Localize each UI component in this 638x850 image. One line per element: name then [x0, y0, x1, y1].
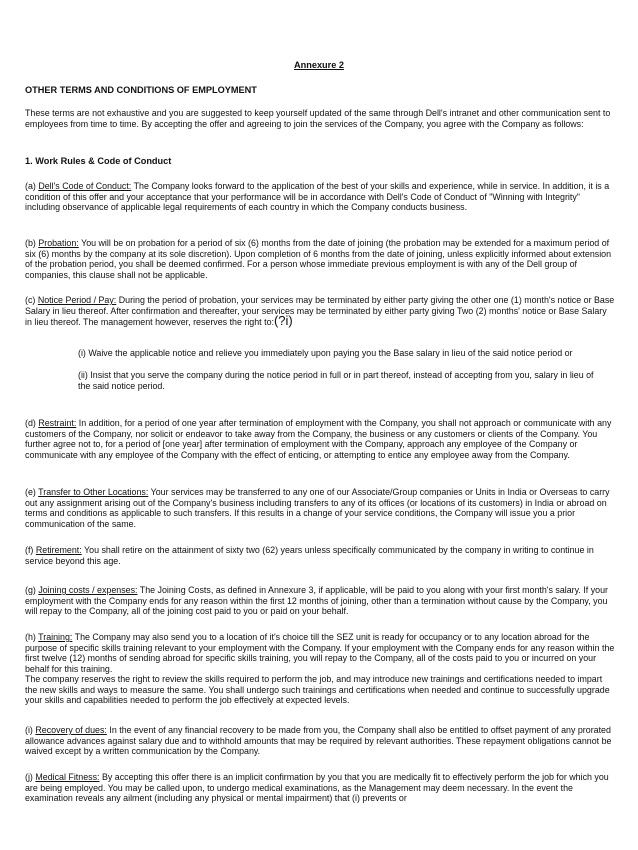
clause-prefix: (i): [25, 725, 36, 735]
clause-label: Retirement:: [35, 545, 82, 555]
clause-label: Dell's Code of Conduct:: [38, 181, 132, 191]
clause-a-code-of-conduct: [25, 181, 615, 213]
clause-text: You will be on probation for a period of six (6) months from the date of joining (the probation may be extended for a maximum period of six (6) months by the company at its sole discretion). Upon completion of 6 months from the date of joining, unless explicitly informed about extension of the probation period, you shall be deemed confirmed. For a person whose immediate previous employment is with any of the Dell group of companies, this clause shall not be applicable.: [25, 238, 612, 280]
clause-j-medical-fitness: [25, 772, 615, 804]
clause-g-joining-costs: [25, 585, 615, 617]
clause-label: Notice Period / Pay:: [37, 295, 117, 305]
annexure-heading: Annexure 2: [293, 60, 345, 70]
clause-prefix: (f): [25, 545, 36, 555]
clause-c-option-i: (i) Waive the applicable notice and relieve you immediately upon paying you the Base salary in lieu of the said notice period or: [78, 348, 573, 358]
clause-h-training: [25, 632, 615, 706]
clause-label: Probation:: [38, 238, 79, 248]
clause-label: Restraint:: [38, 418, 77, 428]
clause-text: The Company looks forward to the application of the best of your skills and experience, while in service. In addition, it is a condition of this offer and your acceptance that your performance will be in accordance with Dell's Code of Conduct of "Winning with Integrity" including observance of applicable legal requirements of each country in which the Company conducts business.: [25, 181, 610, 212]
clause-text: The Joining Costs, as defined in Annexure 3, if applicable, will be paid to you along with your first month's salary. If your employment with the Company ends for any reason within the first 12 months of joining, other than a termination without cause by the Company, you will repay to the Company, all of the joining cost paid to you or paid on your behalf.: [25, 585, 608, 616]
clause-e-transfer: [25, 487, 615, 529]
clause-f-retirement: [25, 545, 615, 566]
clause-i-recovery-of-dues: [25, 725, 615, 757]
clause-label: Transfer to Other Locations:: [38, 487, 149, 497]
clause-prefix: (h): [25, 632, 39, 642]
clause-b-probation: [25, 238, 615, 280]
clause-text: In the event of any financial recovery to be made from you, the Company shall also be entitled to offset payment of any prorated allowance advances against salary due and to withhold amounts that may be required by relevant authorities. These repayment obligations cannot be waived except by a written communication by the Company.: [25, 725, 612, 756]
clause-text-continued: The company reserves the right to review the skills required to perform the job, and may introduce new trainings and certifications needed to impart the new skills and ways to measure the same. You shall undergo such trainings and certifications when needed and continue to successfully upgrade your skills and capabilities needed to perform the job effectively at expected levels.: [25, 674, 610, 705]
document-title: OTHER TERMS AND CONDITIONS OF EMPLOYMENT: [25, 85, 257, 95]
intro-paragraph: These terms are not exhaustive and you are suggested to keep yourself updated of the same through Dell's intranet and other communication sent to employees from time to time. By accepting the offer and agreeing to join the services of the Company, you agree with the Company as follows:: [25, 108, 611, 129]
clause-prefix: (c): [25, 295, 38, 305]
clause-text: Your services may be transferred to any one of our Associate/Group companies or Units in India or Overseas to carry out any assignment arising out of the Company's business including transfers to any of its offices (or locations of its customers) in India or abroad on terms and conditions as applicable to such transfers. If this results in a change of your service conditions, the Company will issue you a prior communication of the same.: [25, 487, 610, 529]
clause-c-notice-period: [25, 295, 615, 328]
clause-mark: (?i): [273, 313, 293, 328]
clause-d-restraint: [25, 418, 615, 460]
clause-text: By accepting this offer there is an implicit confirmation by you that you are medically fit to effectively perform the job for which you are being employed. You may be called upon, to undergo medical examinations, as the Management may deem necessary. In the event the examination reveals any ailment (including any physical or mental impairment) that (i) prevents or: [25, 772, 609, 803]
clause-label: Training:: [38, 632, 73, 642]
clause-prefix: (g): [25, 585, 39, 595]
clause-label: Recovery of dues:: [35, 725, 107, 735]
clause-label: Joining costs / expenses:: [38, 585, 138, 595]
clause-prefix: (d): [25, 418, 39, 428]
clause-text: During the period of probation, your services may be terminated by either party giving the other one (1) month's notice or Base Salary in lieu thereof. After confirmation and thereafter, your services may be terminated by either party giving Two (2) months' notice or Base Salary in lieu thereof. The management however, reserves the right to:: [25, 295, 615, 327]
clause-prefix: (e): [25, 487, 39, 497]
section-heading-work-rules: 1. Work Rules & Code of Conduct: [25, 156, 172, 166]
clause-prefix: (a): [25, 181, 39, 191]
clause-text: You shall retire on the attainment of sixty two (62) years unless specifically communicated by the company in writing to continue in service beyond this age.: [25, 545, 594, 566]
clause-label: Medical Fitness:: [35, 772, 100, 782]
clause-c-option-ii: (ii) Insist that you serve the company during the notice period in full or in part thereof, instead of accepting from you, salary in lieu of the said notice period.: [78, 370, 594, 391]
clause-prefix: (j): [25, 772, 36, 782]
clause-text: In addition, for a period of one year after termination of employment with the Company, you shall not approach or communicate with any customers of the Company, nor solicit or endeavor to take away from the Company, the business or any customers or clients of the Company. You further agree not to, for a period of [one year] after termination of employment with the Company, approach any employee of the Company or communicate with any employee of the Company with the effect of enticing, or attempting to entice any employee away from the Company.: [25, 418, 612, 460]
clause-text: The Company may also send you to a location of it's choice till the SEZ unit is ready for occupancy or to any location abroad for the purpose of specific skills training relevant to your employment with the Company. If your employment with the Company ends for any reason within the first twelve (12) months of sending abroad for specific skills training, you will repay to the Company, all of the costs paid to you or incurred on your behalf for this training.: [25, 632, 615, 674]
clause-prefix: (b): [25, 238, 39, 248]
